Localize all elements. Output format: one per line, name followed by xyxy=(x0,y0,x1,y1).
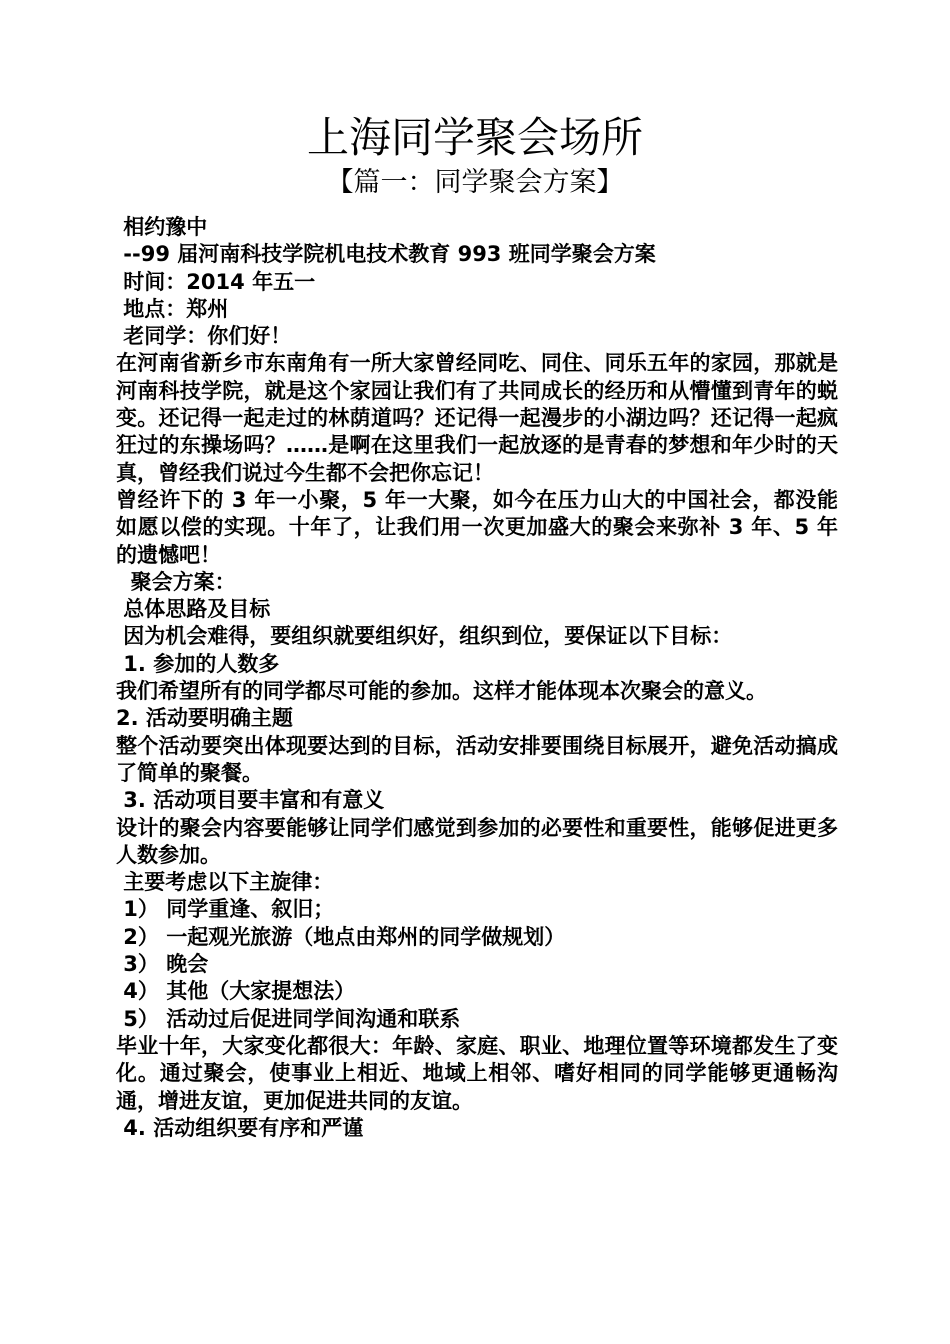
paragraph-promise: 曾经许下的 3 年一小聚，5 年一大聚，如今在压力山大的中国社会，都没能如愿以偿的实现。十年了，让我们用一次更加盛大的聚会来弥补 3 年、5 年的遗憾吧！ xyxy=(116,487,838,567)
list-item-theme-1: 1） 同学重逢、叙旧； xyxy=(116,897,335,922)
text-line-goal-2: 2. 活动要明确主题 xyxy=(116,706,293,731)
paragraph-goal-1: 我们希望所有的同学都尽可能的参加。这样才能体现本次聚会的意义。 xyxy=(116,679,767,704)
text-line-plan-title: --99 届河南科技学院机电技术教育 993 班同学聚会方案 xyxy=(116,242,656,267)
text-line-greeting-title: 相约豫中 xyxy=(116,215,208,239)
text-line-location: 地点：郑州 xyxy=(116,296,229,321)
paragraph-ten-years: 毕业十年，大家变化都很大：年龄、家庭、职业、地理位置等环境都发生了变化。通过聚会，使事业上相近、地域上相邻、嗜好相同的同学能够更通畅沟通，增进友谊，更加促进共同的友谊。 xyxy=(116,1033,838,1113)
document-subtitle: 【篇一：同学聚会方案】 xyxy=(326,167,624,198)
text-line-goal-intro: 因为机会难得，要组织就要组织好，组织到位，要保证以下目标： xyxy=(116,624,733,649)
text-line-overall-goal: 总体思路及目标 xyxy=(116,597,271,622)
list-item-theme-4: 4） 其他（大家提想法） xyxy=(116,979,356,1004)
paragraph-goal-3: 设计的聚会内容要能够让同学们感觉到参加的必要性和重要性，能够促进更多人数参加。 xyxy=(116,815,838,867)
text-line-goal-3: 3. 活动项目要丰富和有意义 xyxy=(116,788,385,813)
paragraph-goal-2: 整个活动要突出体现要达到的目标，活动安排要围绕目标展开，避免活动搞成了简单的聚餐。 xyxy=(116,733,838,785)
text-line-goal-4: 4. 活动组织要有序和严谨 xyxy=(116,1115,364,1140)
text-line-themes-intro: 主要考虑以下主旋律： xyxy=(116,870,334,895)
text-line-time: 时间：2014 年五一 xyxy=(116,269,316,294)
text-line-goal-1: 1. 参加的人数多 xyxy=(116,651,280,676)
text-line-salutation: 老同学：你们好！ xyxy=(116,324,292,349)
list-item-theme-2: 2） 一起观光旅游（地点由郑州的同学做规划） xyxy=(116,924,566,949)
document-body xyxy=(116,214,838,1142)
list-item-theme-5: 5） 活动过后促进同学间沟通和联系 xyxy=(116,1006,461,1031)
list-item-theme-3: 3） 晚会 xyxy=(116,952,209,977)
document-title: 上海同学聚会场所 xyxy=(306,113,643,162)
paragraph-memories: 在河南省新乡市东南角有一所大家曾经同吃、同住、同乐五年的家园，那就是河南科技学院，就是这个家园让我们有了共同成长的经历和从懵懂到青年的蜕变。还记得一起走过的林荫道吗？还记得一起漫步的小湖边吗？还记得一起疯狂过的东操场吗？……是啊在这里我们一起放逐的是青春的梦想和年少时的天真，曾经我们说过今生都不会把你忘记！ xyxy=(116,351,838,485)
text-line-plan-heading: 聚会方案： xyxy=(116,569,236,594)
